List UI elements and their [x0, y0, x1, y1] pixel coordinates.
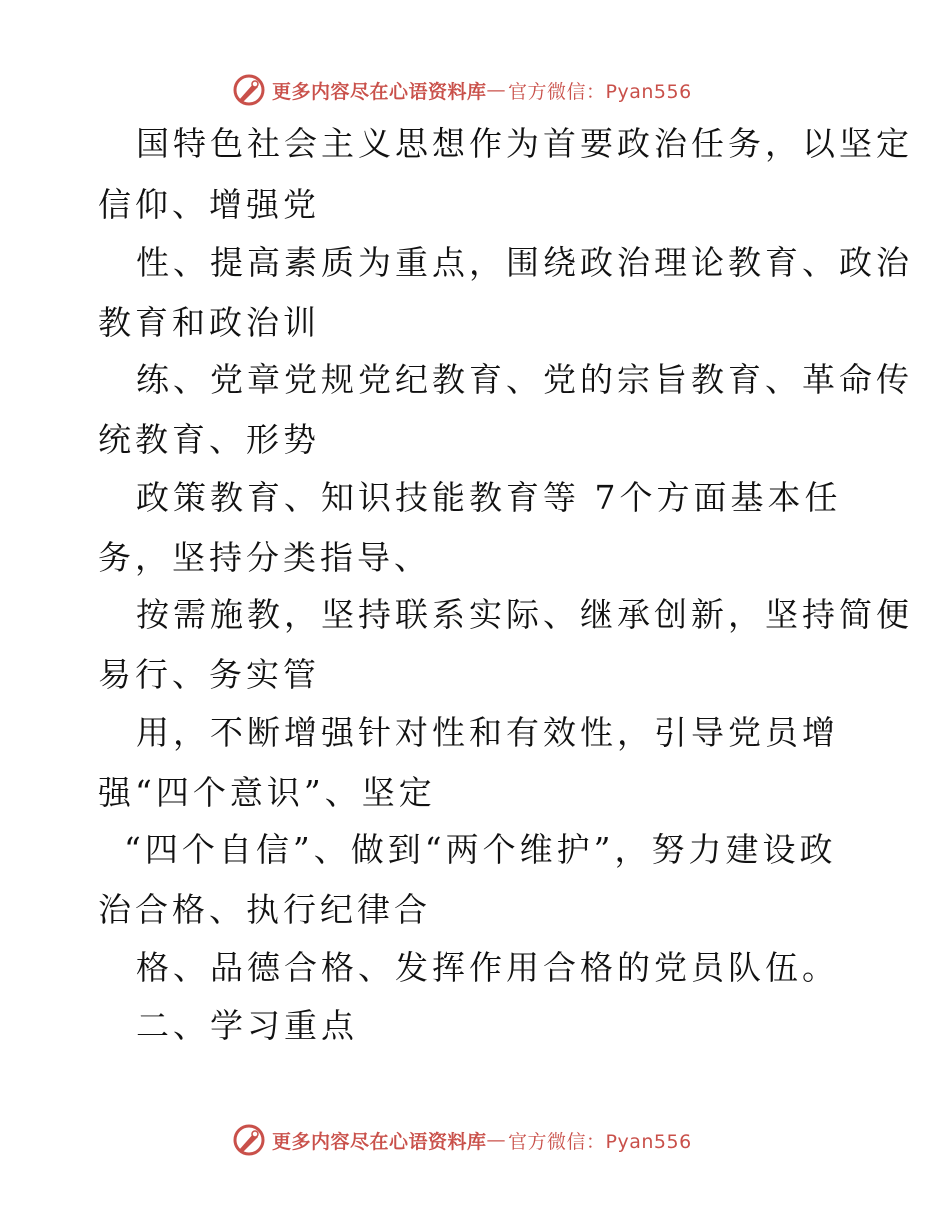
footer-banner — [232, 1120, 692, 1160]
pen-logo-icon — [232, 73, 266, 107]
banner-brand: 更多内容尽在心语资料库 — [272, 1130, 487, 1153]
paragraph-line: 强“四个意识”、坚定 — [98, 773, 436, 812]
paragraph-line: 格、品德合格、发挥作用合格的党员队伍。 — [136, 948, 839, 987]
paragraph-line: 练、党章党规党纪教育、党的宗旨教育、革命传 — [136, 360, 913, 399]
paragraph-line: 政策教育、知识技能教育等 7个方面基本任 — [136, 478, 842, 517]
paragraph-line: 统教育、形势 — [98, 420, 320, 459]
paragraph-line: 务，坚持分类指导、 — [98, 538, 431, 577]
pen-logo-icon — [232, 1123, 266, 1157]
paragraph-line: 易行、务实管 — [98, 655, 320, 694]
banner-separator: — — [486, 79, 507, 101]
banner-wechat: 官方微信：Pyan556 — [508, 80, 692, 103]
paragraph-line: 治合格、执行纪律合 — [98, 890, 431, 929]
paragraph-line: 国特色社会主义思想作为首要政治任务，以坚定 — [136, 124, 913, 163]
paragraph-line: 信仰、增强党 — [98, 185, 320, 224]
paragraph-line: 按需施教，坚持联系实际、继承创新，坚持简便 — [136, 595, 913, 634]
paragraph-line: 教育和政治训 — [98, 303, 320, 342]
paragraph-line: 性、提高素质为重点，围绕政治理论教育、政治 — [136, 243, 913, 282]
banner-wechat: 官方微信：Pyan556 — [508, 1130, 692, 1153]
banner-separator: — — [486, 1129, 507, 1151]
header-banner — [232, 70, 692, 110]
section-heading: 二、学习重点 — [136, 1006, 358, 1045]
paragraph-line: “四个自信”、做到“两个维护”，努力建设政 — [124, 830, 837, 869]
banner-brand: 更多内容尽在心语资料库 — [272, 80, 487, 103]
paragraph-line: 用，不断增强针对性和有效性，引导党员增 — [136, 713, 839, 752]
